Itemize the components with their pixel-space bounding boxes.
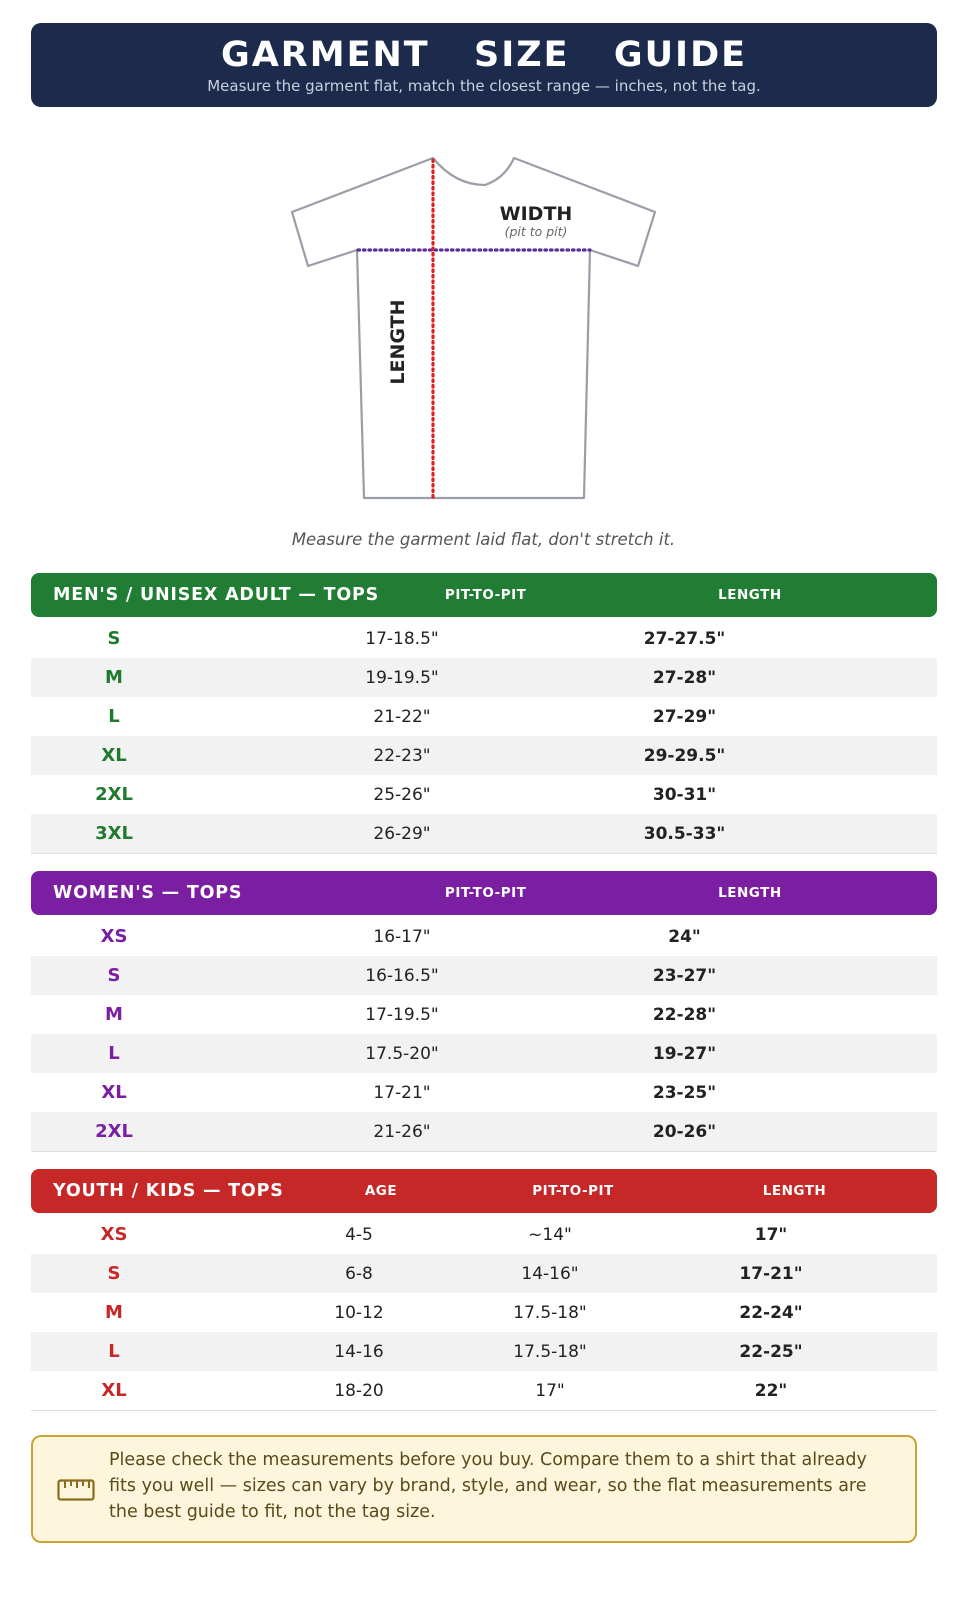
pit-cell: 21-22" — [373, 706, 431, 727]
table-row — [31, 1215, 937, 1254]
mens-size-table — [31, 573, 937, 854]
measurement-note — [31, 1435, 917, 1543]
pit-cell: 25-26" — [373, 784, 431, 805]
table-row — [31, 619, 937, 658]
length-cell: 27-29" — [652, 706, 717, 727]
length-cell: 22" — [754, 1380, 788, 1401]
pit-cell: 22-23" — [373, 745, 431, 766]
size-cell: XL — [101, 1380, 127, 1401]
length-cell: 30-31" — [652, 784, 717, 805]
length-cell: 17-21" — [739, 1263, 803, 1284]
size-cell: XL — [101, 745, 127, 766]
size-cell: S — [107, 1263, 121, 1284]
table-row — [31, 1293, 937, 1332]
column-header-pit: PIT-TO-PIT — [444, 885, 527, 901]
table-row — [31, 1371, 937, 1411]
diagram-caption: Measure the garment laid flat, don't stretch it. — [291, 530, 676, 549]
table-row — [31, 1254, 937, 1293]
womens-size-table — [31, 871, 937, 1152]
youth-table-title: YOUTH / KIDS — TOPS — [53, 1181, 284, 1201]
age-cell: 10-12 — [334, 1302, 384, 1323]
table-row — [31, 1112, 937, 1152]
youth-size-table — [31, 1169, 937, 1411]
length-cell: 22-28" — [652, 1004, 717, 1025]
size-cell: M — [105, 1004, 123, 1025]
pit-cell: 17.5-18" — [513, 1302, 587, 1323]
size-cell: 3XL — [95, 823, 133, 844]
column-header-length: LENGTH — [718, 587, 782, 603]
length-cell: 19-27" — [652, 1043, 717, 1064]
ruler-icon — [57, 1479, 95, 1505]
pit-cell: 14-16" — [521, 1263, 579, 1284]
size-cell: XS — [100, 926, 128, 947]
size-cell: M — [105, 667, 123, 688]
column-header-length: LENGTH — [762, 1183, 827, 1199]
length-cell: 30.5-33" — [643, 823, 726, 844]
table-row — [31, 1073, 937, 1112]
youth-table-body — [31, 1215, 937, 1411]
size-cell: XS — [100, 1224, 128, 1245]
page-subtitle: Measure the garment flat, match the closest range — inches, not the tag. — [207, 77, 761, 95]
age-cell: 18-20 — [334, 1380, 384, 1401]
length-label: LENGTH — [387, 299, 409, 385]
size-cell: L — [108, 706, 120, 727]
table-row — [31, 814, 937, 854]
table-row — [31, 775, 937, 814]
table-row — [31, 736, 937, 775]
mens-table-body — [31, 619, 937, 854]
column-header-length: LENGTH — [718, 885, 782, 901]
length-cell: 27-28" — [652, 667, 717, 688]
table-row — [31, 995, 937, 1034]
width-sublabel: (pit to pit) — [504, 224, 568, 239]
column-header-pit: PIT-TO-PIT — [532, 1183, 614, 1199]
length-cell: 17" — [754, 1224, 788, 1245]
age-cell: 14-16 — [334, 1341, 384, 1362]
pit-cell: 26-29" — [373, 823, 431, 844]
pit-cell: 16-16.5" — [365, 965, 439, 986]
womens-table-body — [31, 917, 937, 1152]
pit-cell: 21-26" — [373, 1121, 431, 1142]
pit-cell: 17-18.5" — [365, 628, 439, 649]
youth-table-header — [31, 1169, 937, 1213]
length-cell: 29-29.5" — [643, 745, 726, 766]
size-cell: 2XL — [95, 1121, 133, 1142]
length-cell: 23-27" — [652, 965, 717, 986]
column-header-pit: PIT-TO-PIT — [444, 587, 527, 603]
pit-cell: 17.5-20" — [365, 1043, 439, 1064]
table-row — [31, 956, 937, 995]
shirt-outline — [292, 158, 655, 498]
pit-cell: 16-17" — [373, 926, 431, 947]
age-cell: 6-8 — [345, 1263, 373, 1284]
mens-table-header — [31, 573, 937, 617]
pit-cell: 17-19.5" — [365, 1004, 439, 1025]
header-banner — [31, 23, 937, 107]
size-cell: 2XL — [95, 784, 133, 805]
pit-cell: 19-19.5" — [365, 667, 439, 688]
table-row — [31, 917, 937, 956]
width-label: WIDTH — [499, 203, 573, 225]
age-cell: 4-5 — [345, 1224, 373, 1245]
table-row — [31, 658, 937, 697]
size-cell: L — [108, 1043, 120, 1064]
size-cell: S — [107, 965, 121, 986]
pit-cell: 17" — [535, 1380, 565, 1401]
shirt-diagram — [0, 140, 967, 530]
length-cell: 20-26" — [652, 1121, 717, 1142]
size-cell: XL — [101, 1082, 127, 1103]
pit-cell: ~14" — [528, 1224, 572, 1245]
length-cell: 27-27.5" — [643, 628, 726, 649]
pit-cell: 17.5-18" — [513, 1341, 587, 1362]
length-cell: 23-25" — [652, 1082, 717, 1103]
note-text: Please check the measurements before you buy. Compare them to a shirt that already fits you well — sizes can vary by brand, style, and wear, so the flat measurements are the best guide to fit, not the tag size. — [109, 1450, 867, 1522]
womens-table-title: WOMEN'S — TOPS — [53, 883, 243, 903]
length-cell: 22-25" — [739, 1341, 803, 1362]
womens-table-header — [31, 871, 937, 915]
table-row — [31, 1332, 937, 1371]
length-cell: 22-24" — [739, 1302, 803, 1323]
table-row — [31, 697, 937, 736]
page-title: GARMENT SIZE GUIDE — [220, 35, 748, 75]
pit-cell: 17-21" — [373, 1082, 431, 1103]
mens-table-title: MEN'S / UNISEX ADULT — TOPS — [53, 585, 380, 605]
column-header-age: AGE — [364, 1183, 398, 1199]
length-cell: 24" — [668, 926, 701, 947]
size-cell: M — [105, 1302, 123, 1323]
size-cell: L — [108, 1341, 120, 1362]
table-row — [31, 1034, 937, 1073]
size-cell: S — [107, 628, 121, 649]
